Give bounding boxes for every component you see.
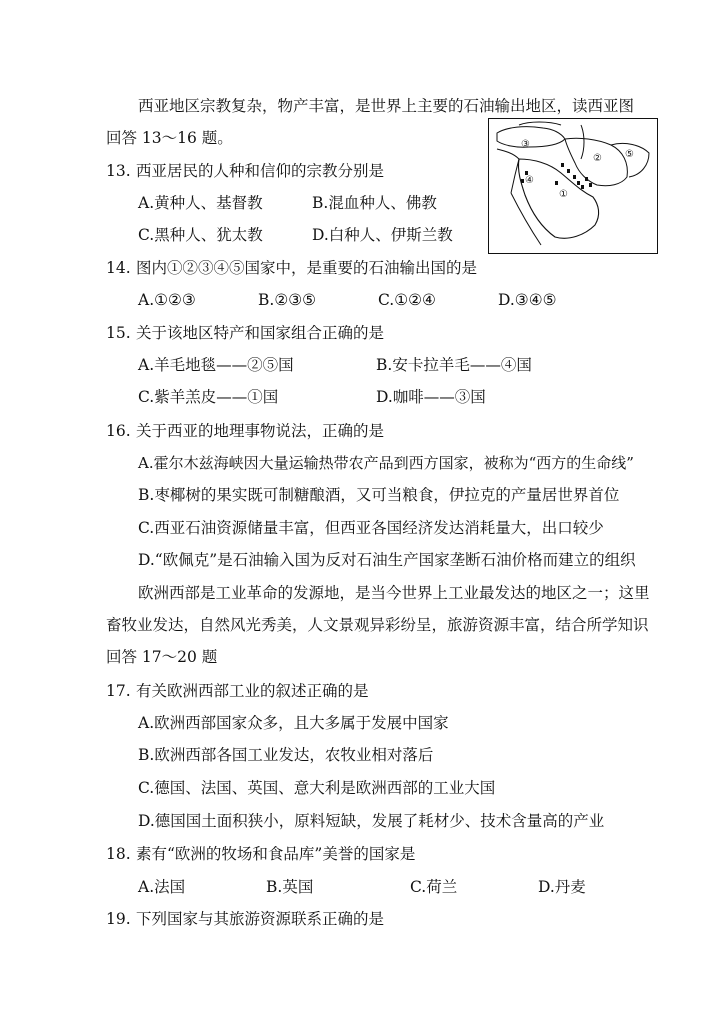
question-13-options-row-1: [138, 192, 437, 214]
intro-europe-line-1: 欧洲西部是工业革命的发源地，是当今世界上工业最发达的地区之一；这里: [138, 584, 650, 602]
question-18-number: 18.: [106, 845, 131, 863]
intro-west-asia-line-1: 西亚地区宗教复杂，物产丰富，是世界上主要的石油输出地区，读西亚图: [138, 97, 635, 115]
question-13-option-b: B.混血种人、佛教: [312, 194, 437, 212]
question-15-option-d: D.咖啡——③国: [376, 388, 486, 406]
question-19: [106, 908, 384, 930]
question-18-option-a: A.法国: [138, 878, 186, 896]
question-15-options-row-1: [138, 354, 532, 376]
question-15-option-c: C.紫羊羔皮——①国: [138, 388, 279, 406]
question-13-options-row-2: [138, 224, 453, 246]
question-18-option-d: D.丹麦: [538, 878, 586, 896]
question-16-option-d: D.“欧佩克”是石油输入国为反对石油生产国家垄断石油价格而建立的组织: [138, 551, 636, 569]
question-15-option-b: B.安卡拉羊毛——④国: [376, 356, 532, 374]
question-14-option-d: D.③④⑤: [498, 291, 557, 309]
west-asia-map-drawing: [489, 119, 656, 252]
question-14-options: [138, 289, 557, 311]
question-17-option-a: A.欧洲西部国家众多，且大多属于发展中国家: [138, 714, 449, 732]
intro-europe-line-3: 回答 17～20 题: [106, 648, 218, 666]
question-18-stem: 素有“欧洲的牧场和食品库”美誉的国家是: [136, 845, 416, 863]
question-18: [106, 843, 415, 865]
question-17-stem: 有关欧洲西部工业的叙述正确的是: [136, 682, 369, 700]
question-19-stem: 下列国家与其旅游资源联系正确的是: [136, 910, 385, 928]
question-13: [106, 160, 384, 182]
question-18-options: [138, 876, 586, 898]
question-13-option-a: A.黄种人、基督教: [138, 194, 263, 212]
map-label-5: ⑤: [625, 149, 634, 160]
question-13-option-d: D.白种人、伊斯兰教: [312, 226, 453, 244]
question-16: [106, 420, 384, 442]
question-19-number: 19.: [106, 910, 131, 928]
question-18-option-b: B.英国: [266, 878, 314, 896]
question-15-stem: 关于该地区特产和国家组合正确的是: [136, 324, 385, 342]
question-14-option-a: A.①②③: [138, 291, 196, 309]
question-14-option-c: C.①②④: [378, 291, 436, 309]
map-label-1: ①: [559, 189, 568, 200]
intro-europe-line-2: 畜牧业发达，自然风光秀美，人文景观异彩纷呈，旅游资源丰富，结合所学知识: [106, 616, 649, 634]
question-14-stem: 图内①②③④⑤国家中，是重要的石油输出国的是: [136, 259, 478, 277]
question-14-number: 14.: [106, 259, 131, 277]
question-17-option-b: B.欧洲西部各国工业发达，农牧业相对落后: [138, 746, 434, 764]
map-label-3: ③: [521, 139, 530, 150]
west-asia-map: [488, 118, 658, 254]
question-16-option-b: B.枣椰树的果实既可制糖酿酒，又可当粮食，伊拉克的产量居世界首位: [138, 486, 620, 504]
question-13-number: 13.: [106, 162, 131, 180]
question-16-stem: 关于西亚的地理事物说法，正确的是: [136, 422, 385, 440]
question-17-option-c: C.德国、法国、英国、意大利是欧洲西部的工业大国: [138, 779, 496, 797]
question-16-number: 16.: [106, 422, 131, 440]
question-15: [106, 322, 384, 344]
question-13-option-c: C.黑种人、犹太教: [138, 226, 263, 244]
question-17-number: 17.: [106, 682, 131, 700]
question-15-number: 15.: [106, 324, 131, 342]
question-14-option-b: B.②③⑤: [258, 291, 317, 309]
question-13-stem: 西亚居民的人种和信仰的宗教分别是: [136, 162, 385, 180]
question-15-options-row-2: [138, 386, 486, 408]
map-label-4: ④: [525, 175, 534, 186]
question-14: [106, 257, 477, 279]
question-17-option-d: D.德国国土面积狭小，原料短缺，发展了耗材少、技术含量高的产业: [138, 812, 605, 830]
question-15-option-a: A.羊毛地毯——②⑤国: [138, 356, 294, 374]
intro-west-asia-line-2: 回答 13～16 题。: [106, 129, 233, 147]
question-16-option-a: A.霍尔木兹海峡因大量运输热带农产品到西方国家，被称为“西方的生命线”: [138, 454, 634, 472]
question-17: [106, 680, 369, 702]
question-18-option-c: C.荷兰: [410, 878, 458, 896]
map-label-2: ②: [593, 153, 602, 164]
question-16-option-c: C.西亚石油资源储量丰富，但西亚各国经济发达消耗量大，出口较少: [138, 519, 604, 537]
